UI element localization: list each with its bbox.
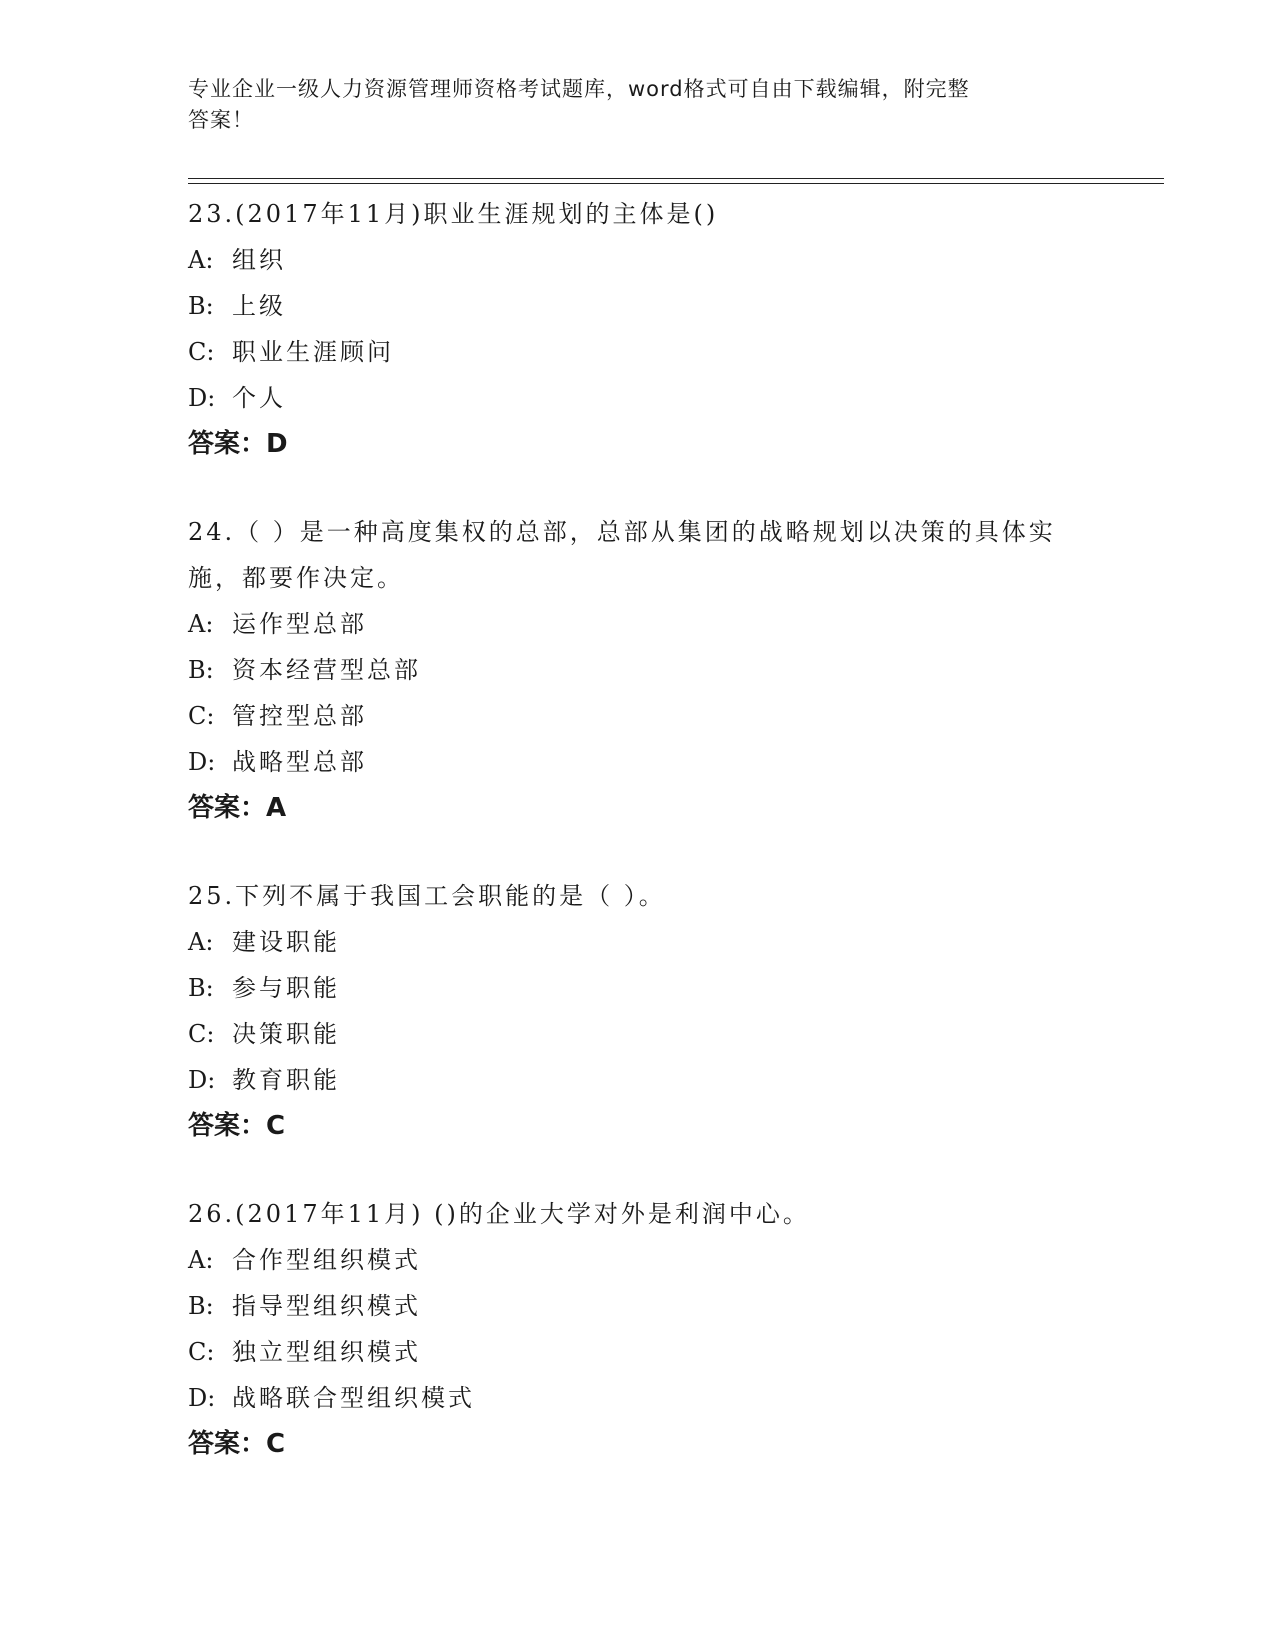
option-a	[188, 1237, 1088, 1283]
option-text: 职业生涯顾问	[232, 338, 394, 366]
option-letter: C:	[188, 702, 215, 730]
option-d	[188, 375, 1088, 421]
option-letter: B:	[188, 1292, 214, 1320]
option-text: 上级	[232, 292, 286, 320]
option-b	[188, 647, 1088, 693]
option-text: 合作型组织模式	[232, 1246, 421, 1274]
option-c	[188, 1011, 1088, 1057]
option-letter: D:	[188, 384, 216, 412]
option-text: 指导型组织模式	[232, 1292, 421, 1320]
option-b	[188, 283, 1088, 329]
option-letter: D:	[188, 1066, 216, 1094]
option-letter: D:	[188, 1384, 216, 1412]
header-divider-bottom	[188, 183, 1164, 184]
option-text: 管控型总部	[232, 702, 367, 730]
option-letter: A:	[188, 610, 214, 638]
question-23	[188, 191, 1088, 467]
option-text: 建设职能	[232, 928, 340, 956]
answer-line: 答案：C	[188, 1111, 286, 1141]
option-text: 组织	[232, 246, 286, 274]
option-letter: C:	[188, 1338, 215, 1366]
option-letter: B:	[188, 974, 214, 1002]
option-c	[188, 1329, 1088, 1375]
header-line-2: 答案！	[188, 108, 254, 132]
option-b	[188, 965, 1088, 1011]
question-text: 24.（ ）是一种高度集权的总部，总部从集团的战略规划以决策的具体实施，都要作决定。	[188, 518, 1056, 592]
question-text: 25.下列不属于我国工会职能的是（ ）。	[188, 882, 666, 910]
header-divider-top	[188, 178, 1164, 179]
option-a	[188, 919, 1088, 965]
option-text: 资本经营型总部	[232, 656, 421, 684]
option-c	[188, 693, 1088, 739]
header-line-1: 专业企业一级人力资源管理师资格考试题库，word格式可自由下载编辑，附完整	[188, 77, 970, 101]
question-24	[188, 509, 1088, 831]
option-letter: C:	[188, 1020, 215, 1048]
option-d	[188, 1057, 1088, 1103]
option-letter: A:	[188, 1246, 214, 1274]
option-d	[188, 739, 1088, 785]
option-letter: D:	[188, 748, 216, 776]
document-header	[188, 74, 1078, 136]
option-text: 个人	[232, 384, 286, 412]
option-letter: B:	[188, 292, 214, 320]
option-text: 参与职能	[232, 974, 340, 1002]
option-text: 教育职能	[232, 1066, 340, 1094]
question-25	[188, 873, 1088, 1149]
option-text: 战略型总部	[232, 748, 367, 776]
option-letter: B:	[188, 656, 214, 684]
question-text: 23.(2017年11月)职业生涯规划的主体是()	[188, 200, 719, 228]
option-text: 独立型组织模式	[232, 1338, 421, 1366]
option-b	[188, 1283, 1088, 1329]
option-a	[188, 601, 1088, 647]
answer-line: 答案：D	[188, 429, 288, 459]
question-26	[188, 1191, 1088, 1467]
option-d	[188, 1375, 1088, 1421]
option-letter: C:	[188, 338, 215, 366]
option-text: 决策职能	[232, 1020, 340, 1048]
answer-line: 答案：C	[188, 1429, 286, 1459]
option-letter: A:	[188, 928, 214, 956]
answer-line: 答案：A	[188, 793, 287, 823]
question-text: 26.(2017年11月) ()的企业大学对外是利润中心。	[188, 1200, 810, 1228]
question-list	[188, 191, 1088, 1467]
option-text: 战略联合型组织模式	[232, 1384, 475, 1412]
option-text: 运作型总部	[232, 610, 367, 638]
option-c	[188, 329, 1088, 375]
option-a	[188, 237, 1088, 283]
option-letter: A:	[188, 246, 214, 274]
